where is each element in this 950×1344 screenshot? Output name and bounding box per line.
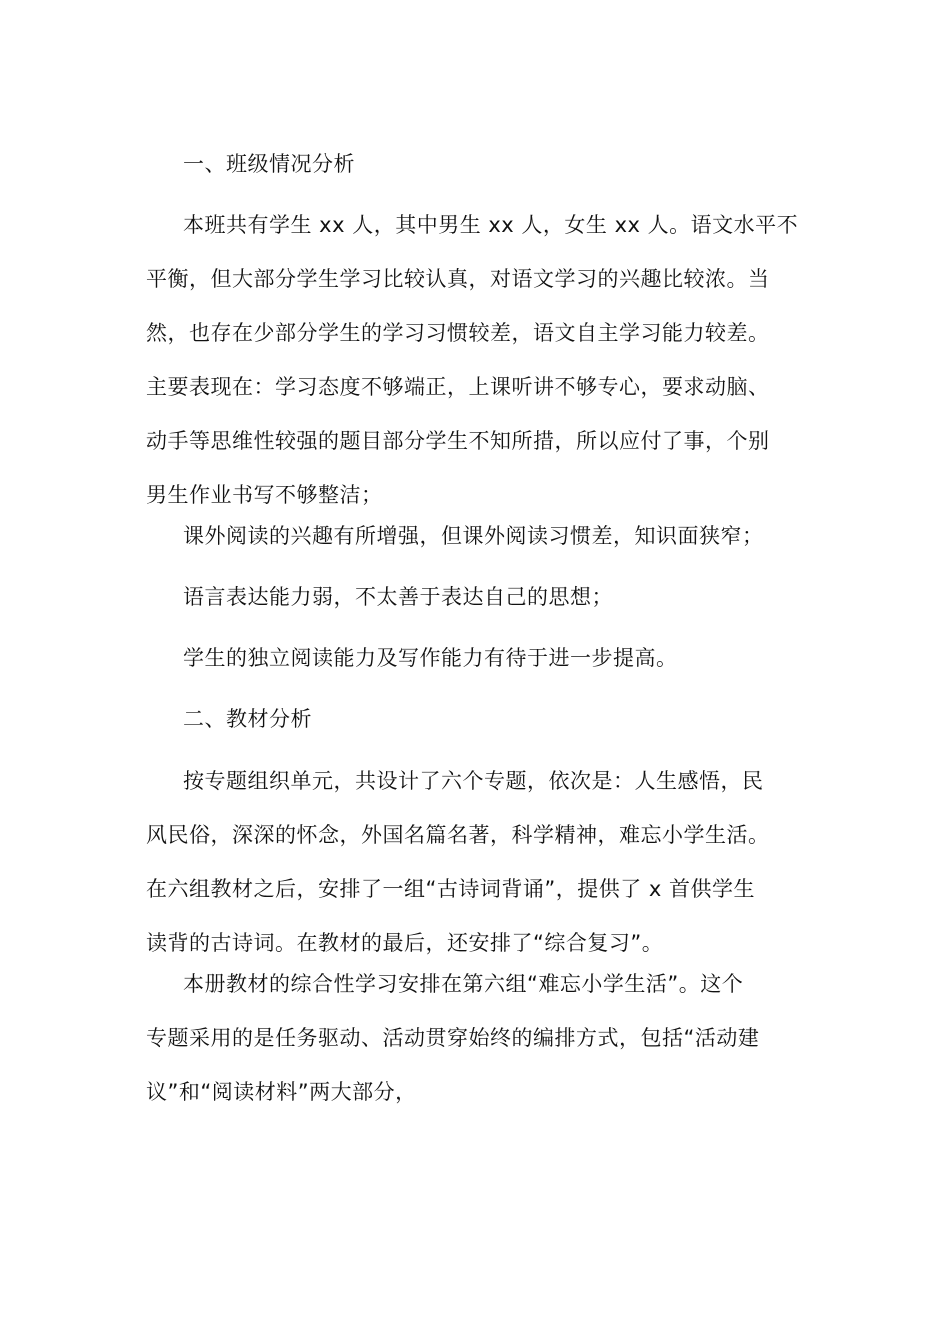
paragraph-line: 读背的古诗词。在教材的最后，还安排了“综合复习”。 — [146, 931, 664, 955]
section-heading-textbook-analysis: 二、教材分析 — [183, 707, 312, 731]
paragraph-line: 在六组教材之后，安排了一组“古诗词背诵”，提供了 x 首供学生 — [146, 877, 756, 901]
paragraph-line: 按专题组织单元，共设计了六个专题，依次是：人生感悟，民 — [183, 769, 764, 793]
paragraph-line: 专题采用的是任务驱动、活动贯穿始终的编排方式，包括“活动建 — [146, 1026, 760, 1050]
paragraph-line: 本班共有学生 xx 人，其中男生 xx 人，女生 xx 人。语文水平不 — [183, 213, 799, 237]
paragraph-line: 本册教材的综合性学习安排在第六组“难忘小学生活”。这个 — [183, 972, 744, 996]
paragraph-line: 然，也存在少部分学生的学习习惯较差，语文自主学习能力较差。 — [146, 321, 770, 345]
paragraph-line: 平衡，但大部分学生学习比较认真，对语文学习的兴趣比较浓。当 — [146, 267, 770, 291]
paragraph-language-expression: 语言表达能力弱，不太善于表达自己的思想； — [183, 585, 613, 609]
paragraph-line: 议”和“阅读材料”两大部分， — [146, 1080, 417, 1104]
paragraph-line: 男生作业书写不够整洁； — [146, 483, 383, 507]
paragraph-textbook-topics — [146, 754, 816, 970]
paragraph-independent-reading: 学生的独立阅读能力及写作能力有待于进一步提高。 — [183, 646, 678, 670]
paragraph-line: 动手等思维性较强的题目部分学生不知所措，所以应付了事，个别 — [146, 429, 770, 453]
paragraph-class-overview — [146, 198, 816, 522]
paragraph-extracurricular-reading: 课外阅读的兴趣有所增强，但课外阅读习惯差，知识面狭窄； — [183, 524, 764, 548]
paragraph-line: 风民俗，深深的怀念，外国名篇名著，科学精神，难忘小学生活。 — [146, 823, 770, 847]
section-heading-class-analysis: 一、班级情况分析 — [183, 152, 355, 176]
paragraph-comprehensive-learning — [146, 957, 816, 1119]
paragraph-line: 主要表现在：学习态度不够端正，上课听讲不够专心，要求动脑、 — [146, 375, 770, 399]
